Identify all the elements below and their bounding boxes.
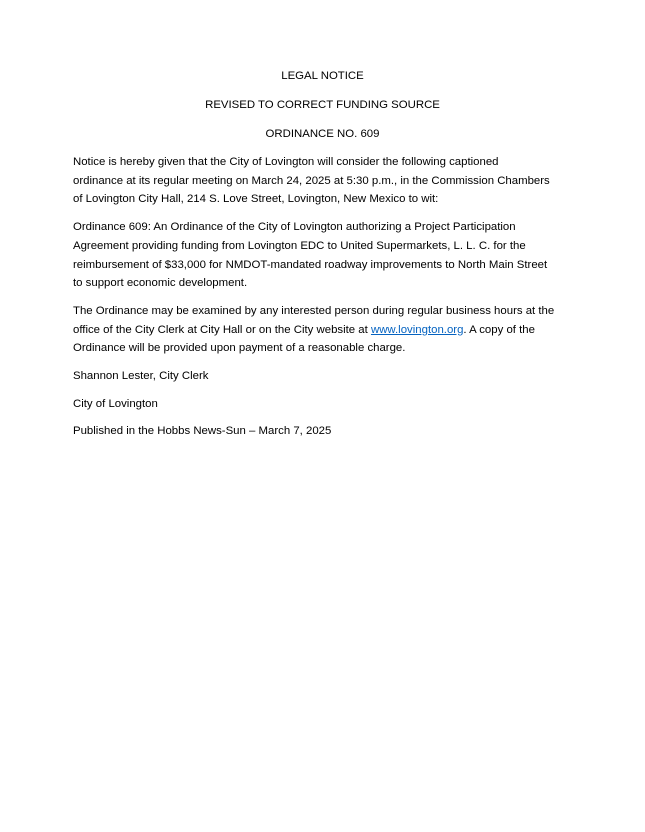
paragraph-text: office of the City Clerk at City Hall or on the City website at [73,323,371,336]
paragraph-line: Agreement providing funding from Lovington EDC to United Supermarkets, L. L. C. for the [73,239,526,252]
notice-paragraph-2 [73,218,578,293]
notice-paragraph-1 [73,153,578,209]
notice-paragraph-3 [73,302,578,358]
paragraph-line: ordinance at its regular meeting on March 24, 2025 at 5:30 p.m., in the Commission Chambers [73,174,550,187]
paragraph-line [73,321,578,340]
notice-title: LEGAL NOTICE [281,70,364,82]
ordinance-number: ORDINANCE NO. 609 [265,128,380,140]
signature-name: Shannon Lester, City Clerk [73,370,209,383]
notice-body [73,153,578,450]
paragraph-line: Ordinance will be provided upon payment of a reasonable charge. [73,342,406,355]
paragraph-line: Ordinance 609: An Ordinance of the City of Lovington authorizing a Project Participation [73,221,516,234]
paragraph-line: Notice is hereby given that the City of Lovington will consider the following captioned [73,156,499,168]
notice-subtitle: REVISED TO CORRECT FUNDING SOURCE [205,99,440,111]
paragraph-line: to support economic development. [73,277,248,290]
paragraph-line: reimbursement of $33,000 for NMDOT-mandated roadway improvements to North Main Street [73,258,548,271]
publication-line: Published in the Hobbs News-Sun – March 7, 2025 [73,425,332,438]
city-website-link[interactable]: www.lovington.org [370,323,464,336]
signature-organization: City of Lovington [73,397,158,410]
paragraph-line: The Ordinance may be examined by any interested person during regular business hours at the [73,304,555,317]
paragraph-line: of Lovington City Hall, 214 S. Love Street, Lovington, New Mexico to wit: [73,193,439,206]
paragraph-text: . A copy of the [463,323,535,336]
